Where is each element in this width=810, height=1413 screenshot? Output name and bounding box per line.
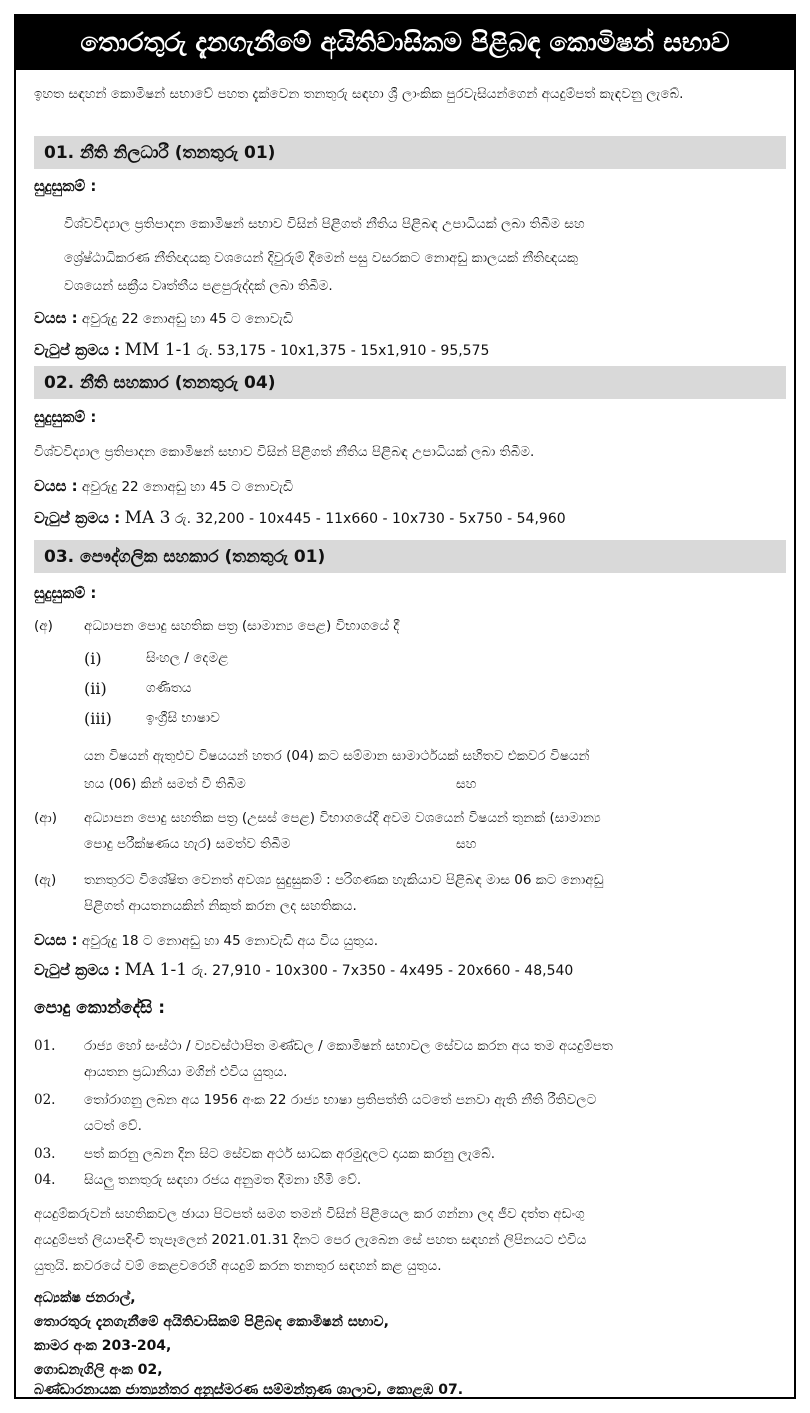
general-conditions-heading: පොදු කොන්දේසි : <box>34 998 165 1018</box>
age-text: අවුරුදු 18 ට නොඅඩු හා 45 නොවැඩි අය විය යුතුය. <box>81 933 379 949</box>
page-title: තොරතුරු දැනගැනීමේ අයිතිවාසිකම පිළිබඳ කොමිෂන් සභාව <box>16 16 794 70</box>
subject-item: ගණිතය <box>146 680 192 696</box>
closing-line: යුතුයි. කවරයේ වම් කෙළවරෙහි අයදුම් කරන තනතුර සඳහන් කළ යුතුය. <box>34 1258 442 1274</box>
address-line: බණ්ඩාරනායක ජාත්‍යන්තර අනුස්මරණ සම්මන්ත්‍රණ ශාලාව, කොළඹ 07. <box>34 1382 464 1398</box>
section-heading-1: 01. නීති නිලධාරී (තනතුරු 01) <box>34 136 786 169</box>
qualification-line: විශ්වවිද්‍යාල ප්‍රතිපාදන කොමිෂන් සභාව විසින් පිළිගත් නීතිය පිළිබඳ උපාධියක් ලබා තිබීම. <box>34 444 535 460</box>
subject-item: සිංහල / දෙමළ <box>146 650 229 666</box>
age-label: වයස : <box>34 309 78 327</box>
intro-text: ඉහත සඳහන් කොමිෂන් සභාවේ පහත දැක්වෙන තනතුරු සඳහා ශ්‍රී ලාංකික පුරවැසියන්ගෙන් අයදුම්පත් කැඳවනු ලැබේ. <box>34 86 684 102</box>
condition-line: ආයතන ප්‍රධානියා මගින් එවිය යුතුය. <box>84 1064 288 1080</box>
address-line: තොරතුරු දැනගැනීමේ අයිතිවාසිකම් පිළිබඳ කොමිෂන් සභාව, <box>34 1314 389 1330</box>
and-connector: සහ <box>456 776 477 792</box>
subject-marker: (iii) <box>84 709 112 728</box>
qualification-line: ශ්‍රේෂ්ඨාධිකරණ නීතිඥයකු වශයෙන් දිවුරුම් දීමෙන් පසු වසරකට නොඅඩු කාලයක් නීතිඥයකු <box>64 250 578 266</box>
age-text: අවුරුදු 22 නොඅඩු හා 45 ට නොවැඩි <box>81 311 294 327</box>
condition-number: 01. <box>34 1038 56 1054</box>
salary-label: වැටුප් ක්‍රමය : <box>34 961 121 979</box>
condition-number: 02. <box>34 1092 56 1108</box>
salary-text: රු. 32,200 - 10x445 - 11x660 - 10x730 - 5x750 - 54,960 <box>174 511 566 527</box>
subject-marker: (i) <box>84 649 102 668</box>
qualifications-label-3: සුදුසුකම් : <box>34 584 97 602</box>
salary-row-3 <box>34 960 573 980</box>
salary-text: රු. 27,910 - 10x300 - 7x350 - 4x495 - 20x660 - 48,540 <box>191 963 574 979</box>
condition-line: යටත් වේ. <box>84 1118 142 1134</box>
qualification-a-text: අධ්‍යාපන පොදු සහතික පත්‍ර (සාමාන්‍ය පෙළ) විභාගයේ දී <box>84 618 400 634</box>
qualification-ae-line: තනතුරට විශේෂිත වෙනත් අවශ්‍ය සුදුසුකම් : පරිගණක හැකියාව පිළිබඳ මාස 06 කට නොඅඩු <box>84 872 604 888</box>
age-row-2 <box>34 474 293 500</box>
and-connector: සහ <box>456 836 477 852</box>
salary-row-2 <box>34 508 566 528</box>
address-line: අධ්‍යක්ෂ ජනරාල්, <box>34 1290 136 1306</box>
advertisement-frame <box>14 14 796 1399</box>
qualifications-label-2: සුදුසුකම් : <box>34 408 97 426</box>
closing-line: අයදුම්පත් ලියාපදිංචි තැපෑලෙන් 2021.01.31 දිනට පෙර ලැබෙන සේ පහත සඳහන් ලිපිනයට එවිය <box>34 1232 587 1248</box>
salary-label: වැටුප් ක්‍රමය : <box>34 341 121 359</box>
qualifications-label-1: සුදුසුකම් : <box>34 177 97 195</box>
salary-text: රු. 53,175 - 10x1,375 - 15x1,910 - 95,575 <box>196 343 490 359</box>
closing-line: අයදුම්කරුවන් සහතිකවල ඡායා පිටපත් සමග තමන් විසින් පිළියෙල කර ගන්නා ලද ජීව දත්ත අඩංගු <box>34 1206 585 1222</box>
age-text: අවුරුදු 22 නොඅඩු හා 45 ට නොවැඩි <box>81 479 294 495</box>
qualification-aa-line: පොදු පරීක්ෂණය හැර) සමත්ව තිබීම <box>84 836 291 852</box>
qualification-aa-marker: (ආ) <box>34 810 57 826</box>
condition-line: රාජ්‍ය හෝ සංස්ථා / ව්‍යවස්ථාපිත මණ්ඩල / කොමිෂන් සභාවල සේවය කරන අය තම අයදුම්පත <box>84 1038 613 1054</box>
qualification-ae-line: පිළිගත් ආයතනයකින් නිකුත් කරන ලද සහතිකය. <box>84 898 357 914</box>
age-label: වයස : <box>34 477 78 495</box>
qualification-a-continued: යන විෂයන් ඇතුළුව විෂයයන් හතර (04) කට සම්මාන සාමාර්ථයක් සහිතව එකවර විෂයන් <box>84 748 590 764</box>
age-row-1 <box>34 306 293 332</box>
salary-grade: MA 1-1 <box>124 960 188 980</box>
section-heading-3: 03. පෞද්ගලික සහකාර (තනතුරු 01) <box>34 540 786 573</box>
section-heading-2: 02. නීති සහකාර (තනතුරු 04) <box>34 366 786 399</box>
qualification-line: විශ්වවිද්‍යාල ප්‍රතිපාදන කොමිෂන් සභාව විසින් පිළිගත් නීතිය පිළිබඳ උපාධියක් ලබා තිබීම සහ <box>64 216 585 232</box>
condition-line: පත් කරනු ලබන දින සිට සේවක අර්ථ සාධක අරමුදලට දායක කරනු ලැබේ. <box>84 1146 496 1162</box>
condition-line: සියලු තනතුරු සඳහා රජය අනුමත දීමනා හිමි වේ. <box>84 1172 362 1188</box>
condition-line: තෝරාගනු ලබන අය 1956 අංක 22 රාජ්‍ය භාෂා ප්‍රතිපත්ති යටතේ පනවා ඇති නීති රීතිවලට <box>84 1092 597 1108</box>
age-label: වයස : <box>34 931 78 949</box>
age-row-3 <box>34 928 378 954</box>
subject-marker: (ii) <box>84 679 107 698</box>
condition-number: 03. <box>34 1146 56 1162</box>
qualification-aa-line: අධ්‍යාපන පොදු සහතික පත්‍ර (උසස් පෙළ) විභාගයේදී අවම වශයෙන් විෂයන් තුනක් (සාමාන්‍ය <box>84 810 601 826</box>
salary-grade: MM 1-1 <box>124 340 193 360</box>
address-line: ගොඩනැගිලි අංක 02, <box>34 1362 163 1378</box>
qualification-line: වශයෙන් සක්‍රීය වෘත්තීය පළපුරුද්දක් ලබා තිබීම. <box>64 278 333 294</box>
salary-grade: MA 3 <box>124 508 171 528</box>
subject-item: ඉංග්‍රීසි භාෂාව <box>146 710 220 726</box>
address-line: කාමර අංක 203-204, <box>34 1338 172 1354</box>
qualification-a-marker: (අ) <box>34 618 53 634</box>
salary-label: වැටුප් ක්‍රමය : <box>34 509 121 527</box>
salary-row-1 <box>34 340 489 360</box>
condition-number: 04. <box>34 1172 56 1188</box>
qualification-a-continued: හය (06) කින් සමත් වී තිබීම <box>84 776 246 792</box>
qualification-ae-marker: (ඇ) <box>34 872 57 888</box>
